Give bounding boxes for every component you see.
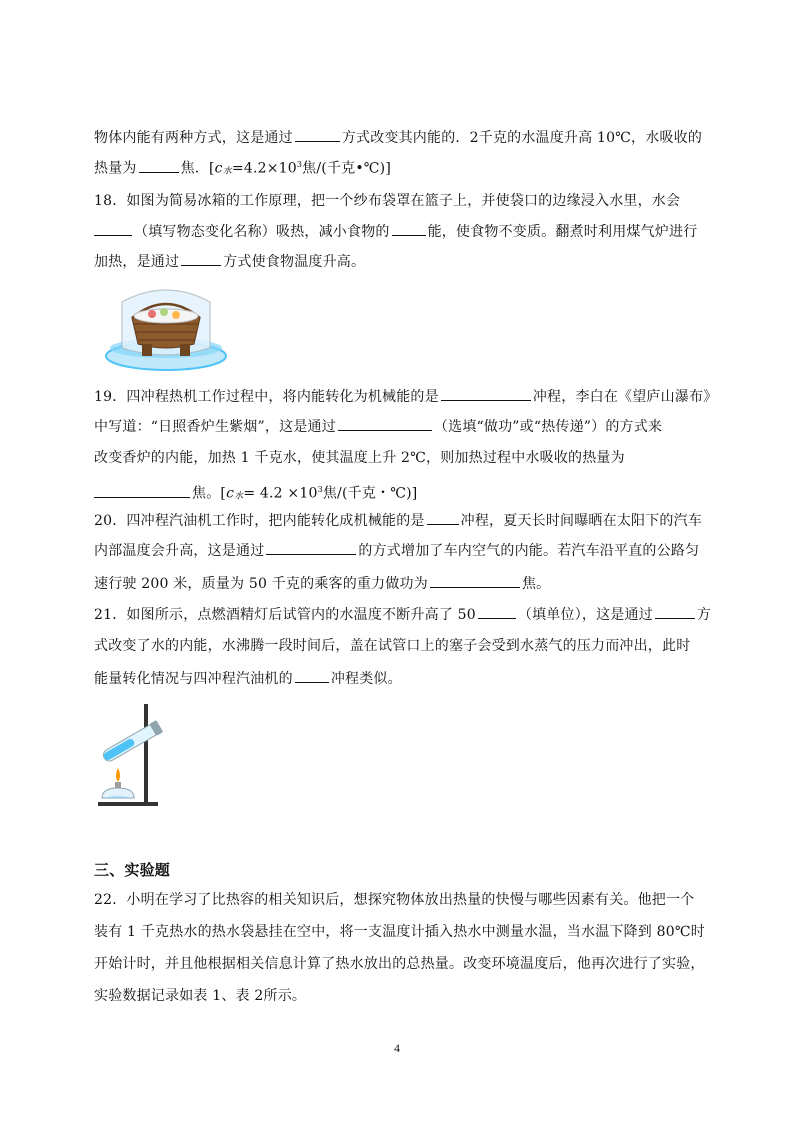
simple-fridge-figure bbox=[102, 282, 232, 378]
text: 19．四冲程热机工作过程中，将内能转化为机械能的是 bbox=[94, 389, 439, 405]
text: 物体内能有两种方式，这是通过 bbox=[94, 130, 293, 146]
answer-blank[interactable] bbox=[338, 416, 432, 431]
q22-line-1 bbox=[94, 890, 704, 910]
text: 方 bbox=[696, 607, 712, 623]
answer-blank[interactable] bbox=[441, 386, 531, 401]
c-subscript: 水 bbox=[234, 491, 244, 502]
section-heading: 三、实验题 bbox=[94, 861, 171, 879]
c-symbol: c bbox=[226, 485, 235, 502]
text: 20．四冲程汽油机工作时，把内能转化成机械能的是 bbox=[94, 513, 425, 529]
answer-blank[interactable] bbox=[392, 221, 426, 236]
text: 的方式增加了车内空气的内能。若汽车沿平直的公路匀 bbox=[358, 543, 700, 559]
q21-line-3 bbox=[94, 668, 704, 689]
q19-line-4 bbox=[94, 480, 704, 507]
answer-blank[interactable] bbox=[655, 604, 695, 619]
answer-blank[interactable] bbox=[430, 573, 520, 588]
page-number: 4 bbox=[394, 1041, 400, 1055]
q18-line-1 bbox=[94, 191, 704, 211]
text: 中写道：“日照香炉生紫烟”，这是通过 bbox=[94, 419, 336, 435]
q18-line-3 bbox=[94, 251, 704, 272]
answer-blank[interactable] bbox=[478, 604, 516, 619]
answer-blank[interactable] bbox=[266, 540, 356, 555]
answer-blank[interactable] bbox=[295, 127, 340, 142]
text: 速行驶 200 米，质量为 50 千克的乘客的重力做功为 bbox=[94, 576, 428, 592]
text: 能，使食物不变质。翻煮时利用煤气炉进行 bbox=[427, 224, 698, 240]
text: 能量转化情况与四冲程汽油机的 bbox=[94, 671, 293, 687]
test-tube-figure bbox=[94, 700, 174, 810]
text: 18．如图为简易冰箱的工作原理，把一个纱布袋罩在篮子上，并使袋口的边缘浸入水里，水会 bbox=[94, 193, 681, 209]
answer-blank[interactable] bbox=[427, 510, 459, 525]
answer-blank[interactable] bbox=[139, 158, 179, 173]
text: 改变香炉的内能，加热 1 千克水，使其温度上升 2℃，则加热过程中水吸收的热量为 bbox=[94, 450, 625, 466]
text: 方式使食物温度升高。 bbox=[223, 254, 366, 270]
text: （选填“做功”或“热传递”）的方式来 bbox=[433, 419, 663, 435]
answer-blank[interactable] bbox=[94, 483, 190, 498]
q19-line-2 bbox=[94, 416, 704, 437]
q21-line-1 bbox=[94, 604, 712, 625]
q21-line-2 bbox=[94, 636, 704, 656]
answer-blank[interactable] bbox=[94, 221, 132, 236]
text: 焦/(千克・℃)] bbox=[322, 485, 418, 502]
q20-line-2 bbox=[94, 540, 704, 561]
exponent: 3 bbox=[317, 485, 323, 494]
text: 内部温度会升高，这是通过 bbox=[94, 543, 265, 559]
text: （填单位），这是通过 bbox=[517, 607, 653, 623]
q19-line-3 bbox=[94, 448, 704, 468]
text: （填写物态变化名称）吸热，减小食物的 bbox=[134, 224, 390, 240]
text: 冲程，夏天长时间曝晒在太阳下的汽车 bbox=[460, 513, 703, 529]
c-subscript: 水 bbox=[222, 166, 232, 177]
text: 加热，是通过 bbox=[94, 254, 180, 270]
q19-line-1 bbox=[94, 386, 718, 407]
q20-line-3 bbox=[94, 573, 704, 594]
q22-line-2 bbox=[94, 922, 704, 942]
text: 实验数据记录如表 1、表 2所示。 bbox=[94, 988, 307, 1004]
text: =4.2×10 bbox=[231, 160, 297, 177]
text: 热量为 bbox=[94, 160, 137, 177]
answer-blank[interactable] bbox=[295, 668, 329, 683]
text: 22．小明在学习了比热容的相关知识后，想探究物体放出热量的快慢与哪些因素有关。他把一个 bbox=[94, 892, 695, 908]
text: 焦。 bbox=[521, 576, 551, 592]
text: 焦。[ bbox=[192, 485, 227, 502]
text: = 4.2 ×10 bbox=[243, 485, 318, 502]
text: 冲程类似。 bbox=[330, 671, 402, 687]
q20-line-1 bbox=[94, 510, 704, 531]
answer-blank[interactable] bbox=[181, 251, 221, 266]
q17-line-1 bbox=[94, 127, 704, 148]
q22-line-4 bbox=[94, 986, 704, 1006]
text: 冲程，李白在《望庐山瀑布》 bbox=[532, 389, 718, 405]
text: 方式改变其内能的．2千克的水温度升高 10℃，水吸收的 bbox=[341, 130, 703, 146]
text: 焦．[ bbox=[180, 160, 215, 177]
text: 开始计时，并且他根据相关信息计算了热水放出的总热量。改变环境温度后，他再次进行了实验， bbox=[94, 956, 705, 972]
text: 21．如图所示，点燃酒精灯后试管内的水温度不断升高了 50 bbox=[94, 607, 476, 623]
c-symbol: c bbox=[214, 160, 223, 177]
q18-line-2 bbox=[94, 221, 704, 242]
text: 焦/(千克•℃)] bbox=[302, 160, 391, 177]
q22-line-3 bbox=[94, 954, 704, 974]
text: 式改变了水的内能，水沸腾一段时间后，盖在试管口上的塞子会受到水蒸气的压力而冲出，此时 bbox=[94, 638, 691, 654]
exponent: 3 bbox=[296, 160, 303, 169]
q17-line-2 bbox=[94, 155, 704, 182]
text: 装有 1 千克热水的热水袋悬挂在空中，将一支温度计插入热水中测量水温，当水温下降到 80℃时 bbox=[94, 924, 705, 940]
